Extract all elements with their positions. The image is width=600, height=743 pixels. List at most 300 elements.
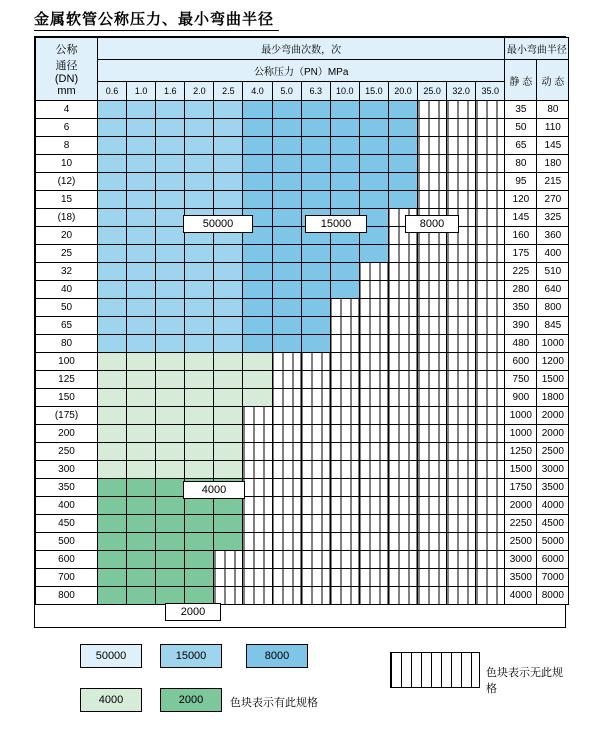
- grid-cell: [98, 407, 127, 425]
- row-dynamic-radius: 1500: [537, 371, 569, 389]
- row-dynamic-radius: 8000: [537, 587, 569, 605]
- row-dynamic-radius: 640: [537, 281, 569, 299]
- grid-value-box: 4000: [183, 481, 245, 499]
- grid-cell: [359, 551, 388, 569]
- grid-cell: [476, 587, 505, 605]
- grid-cell: [156, 533, 185, 551]
- grid-cell: [243, 191, 272, 209]
- grid-cell: [214, 281, 243, 299]
- table-row: [36, 335, 569, 353]
- grid-cell: [272, 173, 301, 191]
- header-pressure-13: 35.0: [476, 82, 505, 101]
- grid-cell: [330, 317, 359, 335]
- grid-cell: [476, 479, 505, 497]
- table-row: [36, 299, 569, 317]
- row-dynamic-radius: 3500: [537, 479, 569, 497]
- grid-cell: [214, 335, 243, 353]
- table-row: [36, 533, 569, 551]
- row-dynamic-radius: 2000: [537, 425, 569, 443]
- grid-cell: [156, 299, 185, 317]
- grid-cell: [272, 389, 301, 407]
- row-dn: 50: [36, 299, 98, 317]
- table-row: [36, 137, 569, 155]
- table-row: [36, 461, 569, 479]
- table-row: [36, 425, 569, 443]
- grid-cell: [156, 173, 185, 191]
- grid-cell: [418, 173, 447, 191]
- grid-cell: [388, 569, 417, 587]
- grid-cell: [359, 407, 388, 425]
- grid-cell: [388, 389, 417, 407]
- grid-cell: [476, 407, 505, 425]
- row-dn: (18): [36, 209, 98, 227]
- row-dynamic-radius: 1000: [537, 335, 569, 353]
- table-row: [36, 191, 569, 209]
- legend-hatch-swatch: [390, 652, 480, 688]
- row-dn: 250: [36, 443, 98, 461]
- grid-cell: [301, 155, 330, 173]
- grid-cell: [301, 263, 330, 281]
- grid-cell: [272, 587, 301, 605]
- grid-cell: [214, 461, 243, 479]
- grid-cell: [156, 425, 185, 443]
- grid-cell: [214, 119, 243, 137]
- grid-cell: [388, 191, 417, 209]
- row-static-radius: 3500: [505, 569, 537, 587]
- grid-cell: [359, 281, 388, 299]
- grid-cell: [185, 263, 214, 281]
- grid-cell: [243, 389, 272, 407]
- grid-cell: [359, 461, 388, 479]
- grid-cell: [330, 569, 359, 587]
- grid-cell: [98, 587, 127, 605]
- grid-cell: [476, 317, 505, 335]
- table-row: [36, 551, 569, 569]
- table-row: [36, 227, 569, 245]
- grid-cell: [388, 371, 417, 389]
- grid-cell: [243, 443, 272, 461]
- grid-cell: [418, 191, 447, 209]
- grid-cell: [418, 245, 447, 263]
- grid-cell: [243, 155, 272, 173]
- grid-cell: [98, 371, 127, 389]
- grid-cell: [359, 137, 388, 155]
- header-pressure-4: 2.5: [214, 82, 243, 101]
- grid-cell: [98, 497, 127, 515]
- row-dn: 65: [36, 317, 98, 335]
- grid-cell: [243, 497, 272, 515]
- row-dn: 600: [36, 551, 98, 569]
- row-static-radius: 750: [505, 371, 537, 389]
- grid-cell: [98, 155, 127, 173]
- grid-cell: [359, 245, 388, 263]
- grid-cell: [330, 479, 359, 497]
- grid-cell: [272, 191, 301, 209]
- header-pressure-2: 1.6: [156, 82, 185, 101]
- grid-cell: [476, 533, 505, 551]
- grid-cell: [301, 569, 330, 587]
- header-pressure-6: 5.0: [272, 82, 301, 101]
- row-dynamic-radius: 4000: [537, 497, 569, 515]
- grid-cell: [388, 443, 417, 461]
- grid-cell: [359, 389, 388, 407]
- grid-cell: [330, 335, 359, 353]
- grid-cell: [330, 443, 359, 461]
- grid-cell: [214, 389, 243, 407]
- row-dn: 450: [36, 515, 98, 533]
- grid-cell: [243, 335, 272, 353]
- grid-cell: [359, 119, 388, 137]
- grid-cell: [156, 281, 185, 299]
- row-static-radius: 390: [505, 317, 537, 335]
- header-pressure-values: [36, 82, 569, 101]
- grid-cell: [330, 371, 359, 389]
- grid-cell: [156, 245, 185, 263]
- row-dn: 350: [36, 479, 98, 497]
- grid-cell: [476, 335, 505, 353]
- grid-cell: [127, 317, 156, 335]
- row-dn: 100: [36, 353, 98, 371]
- table-row: [36, 317, 569, 335]
- row-static-radius: 600: [505, 353, 537, 371]
- grid-cell: [447, 353, 476, 371]
- grid-cell: [214, 425, 243, 443]
- grid-cell: [127, 551, 156, 569]
- grid-cell: [272, 245, 301, 263]
- grid-cell: [127, 155, 156, 173]
- grid-value-box: 15000: [305, 215, 367, 233]
- row-dn: (175): [36, 407, 98, 425]
- legend-color-note: 色块表示有此规格: [230, 697, 318, 709]
- row-static-radius: 280: [505, 281, 537, 299]
- grid-cell: [330, 281, 359, 299]
- grid-cell: [185, 245, 214, 263]
- row-static-radius: 1500: [505, 461, 537, 479]
- grid-cell: [127, 137, 156, 155]
- table-row: [36, 569, 569, 587]
- grid-cell: [214, 407, 243, 425]
- grid-cell: [272, 569, 301, 587]
- grid-cell: [127, 281, 156, 299]
- grid-cell: [388, 353, 417, 371]
- grid-cell: [243, 119, 272, 137]
- grid-cell: [156, 515, 185, 533]
- grid-cell: [447, 389, 476, 407]
- grid-cell: [272, 461, 301, 479]
- row-static-radius: 2250: [505, 515, 537, 533]
- grid-cell: [156, 191, 185, 209]
- grid-cell: [272, 119, 301, 137]
- grid-cell: [127, 299, 156, 317]
- grid-cell: [127, 407, 156, 425]
- grid-cell: [272, 479, 301, 497]
- row-dn: 4: [36, 101, 98, 119]
- grid-cell: [127, 461, 156, 479]
- grid-cell: [272, 497, 301, 515]
- grid-cell: [127, 569, 156, 587]
- grid-cell: [185, 101, 214, 119]
- grid-cell: [185, 335, 214, 353]
- grid-cell: [214, 371, 243, 389]
- grid-cell: [127, 587, 156, 605]
- grid-cell: [185, 461, 214, 479]
- grid-cell: [214, 551, 243, 569]
- grid-cell: [447, 533, 476, 551]
- row-static-radius: 480: [505, 335, 537, 353]
- header-pressure-7: 6.3: [301, 82, 330, 101]
- grid-cell: [185, 281, 214, 299]
- grid-cell: [214, 191, 243, 209]
- grid-cell: [156, 227, 185, 245]
- grid-cell: [330, 173, 359, 191]
- grid-cell: [185, 497, 214, 515]
- grid-cell: [214, 515, 243, 533]
- grid-cell: [418, 155, 447, 173]
- grid-cell: [330, 137, 359, 155]
- row-dn: (12): [36, 173, 98, 191]
- grid-cell: [243, 461, 272, 479]
- grid-cell: [418, 389, 447, 407]
- grid-cell: [156, 335, 185, 353]
- grid-cell: [359, 371, 388, 389]
- grid-cell: [330, 461, 359, 479]
- grid-cell: [214, 173, 243, 191]
- grid-cell: [243, 101, 272, 119]
- row-dn: 400: [36, 497, 98, 515]
- row-dynamic-radius: 180: [537, 155, 569, 173]
- row-dn: 15: [36, 191, 98, 209]
- row-dynamic-radius: 3000: [537, 461, 569, 479]
- grid-cell: [388, 461, 417, 479]
- row-dn: 40: [36, 281, 98, 299]
- grid-value-box: 2000: [165, 603, 221, 621]
- table-row: [36, 407, 569, 425]
- legend-swatch: 4000: [80, 688, 142, 712]
- grid-cell: [272, 137, 301, 155]
- grid-cell: [272, 317, 301, 335]
- grid-cell: [476, 155, 505, 173]
- row-dn: 32: [36, 263, 98, 281]
- grid-cell: [98, 191, 127, 209]
- row-dn: 8: [36, 137, 98, 155]
- header-pressure-12: 32.0: [447, 82, 476, 101]
- grid-cell: [127, 515, 156, 533]
- grid-cell: [98, 425, 127, 443]
- grid-cell: [447, 551, 476, 569]
- row-dn: 200: [36, 425, 98, 443]
- row-static-radius: 4000: [505, 587, 537, 605]
- grid-cell: [476, 425, 505, 443]
- grid-cell: [476, 119, 505, 137]
- grid-cell: [301, 299, 330, 317]
- grid-cell: [156, 101, 185, 119]
- grid-cell: [447, 137, 476, 155]
- grid-cell: [388, 425, 417, 443]
- row-static-radius: 175: [505, 245, 537, 263]
- grid-cell: [447, 245, 476, 263]
- grid-cell: [330, 533, 359, 551]
- grid-cell: [98, 119, 127, 137]
- grid-cell: [388, 245, 417, 263]
- grid-cell: [447, 371, 476, 389]
- grid-cell: [98, 533, 127, 551]
- header-static: 静 态: [505, 60, 537, 101]
- table-row: [36, 479, 569, 497]
- grid-cell: [476, 497, 505, 515]
- grid-cell: [156, 407, 185, 425]
- row-dn: 150: [36, 389, 98, 407]
- grid-cell: [98, 137, 127, 155]
- grid-cell: [447, 101, 476, 119]
- grid-cell: [214, 245, 243, 263]
- header-pressure-1: 1.0: [127, 82, 156, 101]
- grid-cell: [243, 425, 272, 443]
- grid-cell: [243, 317, 272, 335]
- grid-cell: [243, 137, 272, 155]
- grid-cell: [98, 173, 127, 191]
- grid-cell: [476, 461, 505, 479]
- main-table: [35, 37, 569, 605]
- row-dynamic-radius: 1200: [537, 353, 569, 371]
- grid-cell: [127, 263, 156, 281]
- row-dn: 125: [36, 371, 98, 389]
- grid-cell: [98, 245, 127, 263]
- grid-cell: [388, 119, 417, 137]
- grid-cell: [301, 533, 330, 551]
- grid-cell: [359, 173, 388, 191]
- grid-cell: [127, 227, 156, 245]
- legend-hatch-note: 色块表示无此规格: [486, 667, 563, 695]
- grid-cell: [476, 299, 505, 317]
- row-dynamic-radius: 80: [537, 101, 569, 119]
- legend-swatch: 8000: [246, 644, 308, 668]
- grid-cell: [418, 569, 447, 587]
- grid-cell: [388, 551, 417, 569]
- grid-cell: [476, 371, 505, 389]
- grid-cell: [388, 479, 417, 497]
- grid-cell: [156, 389, 185, 407]
- row-static-radius: 50: [505, 119, 537, 137]
- row-static-radius: 1750: [505, 479, 537, 497]
- grid-cell: [418, 137, 447, 155]
- grid-cell: [156, 479, 185, 497]
- grid-cell: [214, 533, 243, 551]
- table-row: [36, 389, 569, 407]
- table-row: [36, 263, 569, 281]
- row-dn: 20: [36, 227, 98, 245]
- title-underline: [34, 30, 279, 31]
- grid-cell: [185, 533, 214, 551]
- grid-cell: [98, 353, 127, 371]
- grid-cell: [388, 587, 417, 605]
- row-dynamic-radius: 800: [537, 299, 569, 317]
- grid-cell: [476, 443, 505, 461]
- grid-cell: [243, 281, 272, 299]
- grid-cell: [127, 191, 156, 209]
- grid-cell: [127, 119, 156, 137]
- grid-cell: [98, 281, 127, 299]
- grid-cell: [359, 443, 388, 461]
- grid-cell: [418, 317, 447, 335]
- grid-cell: [214, 587, 243, 605]
- grid-cell: [476, 227, 505, 245]
- row-static-radius: 120: [505, 191, 537, 209]
- grid-cell: [185, 515, 214, 533]
- grid-cell: [447, 515, 476, 533]
- grid-cell: [418, 371, 447, 389]
- grid-cell: [301, 191, 330, 209]
- grid-cell: [447, 425, 476, 443]
- grid-cell: [447, 191, 476, 209]
- grid-cell: [98, 263, 127, 281]
- grid-cell: [388, 173, 417, 191]
- grid-cell: [127, 245, 156, 263]
- grid-value-box: 50000: [183, 215, 253, 233]
- header-dn: 公称 通径 (DN) mm: [36, 38, 98, 101]
- grid-cell: [476, 389, 505, 407]
- grid-cell: [127, 371, 156, 389]
- row-dynamic-radius: 7000: [537, 569, 569, 587]
- grid-cell: [418, 353, 447, 371]
- grid-cell: [156, 119, 185, 137]
- grid-cell: [418, 407, 447, 425]
- grid-cell: [156, 371, 185, 389]
- row-static-radius: 145: [505, 209, 537, 227]
- header-bend-times: 最少弯曲次数，次: [98, 38, 505, 60]
- grid-cell: [359, 155, 388, 173]
- grid-cell: [301, 119, 330, 137]
- grid-cell: [272, 209, 301, 227]
- grid-cell: [301, 479, 330, 497]
- row-dn: 800: [36, 587, 98, 605]
- grid-cell: [127, 173, 156, 191]
- grid-cell: [447, 569, 476, 587]
- header-pressure: 公称压力（PN）MPa: [98, 60, 505, 82]
- table-row: [36, 119, 569, 137]
- row-dynamic-radius: 270: [537, 191, 569, 209]
- grid-cell: [98, 101, 127, 119]
- grid-cell: [418, 497, 447, 515]
- grid-cell: [185, 353, 214, 371]
- row-static-radius: 225: [505, 263, 537, 281]
- grid-cell: [447, 299, 476, 317]
- grid-cell: [185, 443, 214, 461]
- table-row: [36, 515, 569, 533]
- grid-cell: [418, 515, 447, 533]
- grid-cell: [98, 551, 127, 569]
- row-dn: 25: [36, 245, 98, 263]
- grid-cell: [214, 443, 243, 461]
- row-dn: 300: [36, 461, 98, 479]
- grid-cell: [418, 551, 447, 569]
- grid-cell: [98, 209, 127, 227]
- legend: [34, 636, 566, 732]
- grid-cell: [214, 497, 243, 515]
- grid-cell: [330, 515, 359, 533]
- grid-cell: [243, 551, 272, 569]
- row-dynamic-radius: 2000: [537, 407, 569, 425]
- grid-cell: [272, 281, 301, 299]
- row-static-radius: 2500: [505, 533, 537, 551]
- legend-swatch: 50000: [80, 644, 142, 668]
- grid-cell: [243, 245, 272, 263]
- row-static-radius: 160: [505, 227, 537, 245]
- grid-cell: [301, 317, 330, 335]
- legend-swatch: 15000: [160, 644, 222, 668]
- row-dynamic-radius: 5000: [537, 533, 569, 551]
- grid-cell: [243, 533, 272, 551]
- table-row: [36, 353, 569, 371]
